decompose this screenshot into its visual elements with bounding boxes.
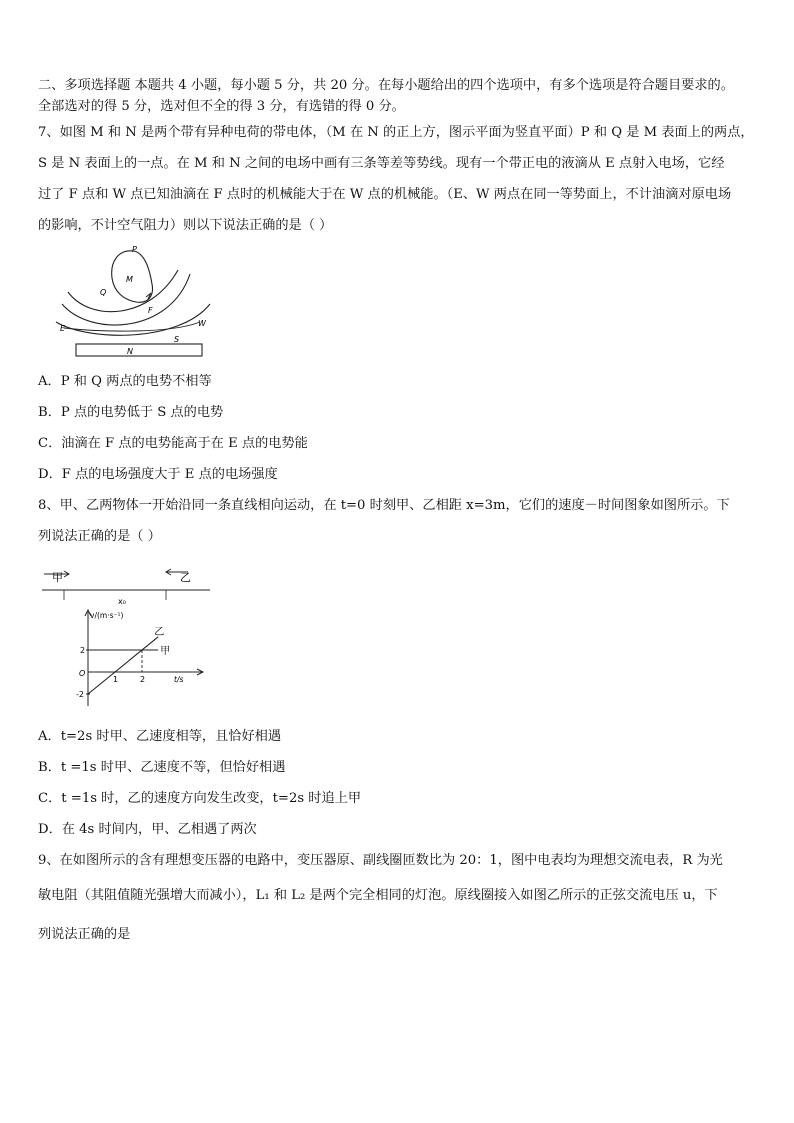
x-axis-label: t/s: [174, 675, 184, 684]
label-s: S: [174, 335, 180, 344]
equipotential-line-1: [68, 270, 178, 312]
section-header-line-2: 全部选对的得 5 分，选对但不全的得 3 分，有选错的得 0 分。: [38, 99, 405, 114]
series-label-jia: 甲: [160, 646, 171, 657]
q7-field-diagram: [50, 242, 220, 360]
origin-label: O: [79, 669, 86, 678]
q7-text-line-1: 7、如图 M 和 N 是两个带有异种电荷的带电体，（M 在 N 的正上方，图示平面为竖直平面）P 和 Q 是 M 表面上的两点，: [38, 125, 754, 140]
q7-option-b: B．P 点的电势低于 S 点的电势: [38, 405, 224, 420]
q7-text-line-3: 过了 F 点和 W 点已知油滴在 F 点时的机械能大于在 W 点的机械能。（E、W 两点在同一等势面上，不计油滴对原电场: [38, 187, 732, 202]
arrow-icon: [146, 293, 151, 299]
series-group: [86, 637, 158, 694]
series-label-yi: 乙: [154, 626, 165, 638]
section-header-line-1: 二、多项选择题 本题共 4 小题，每小题 5 分，共 20 分。在每小题给出的四个选项中，有多个选项是符合题目要求的。: [38, 78, 734, 93]
label-yi: 乙: [180, 571, 191, 584]
label-n: N: [127, 347, 133, 356]
q7-option-a: A．P 和 Q 两点的电势不相等: [38, 374, 212, 389]
q8-vt-chart: [70, 606, 210, 710]
q8-option-d: D．在 4s 时间内，甲、乙相遇了两次: [38, 822, 257, 837]
q9-text-line-2: 敏电阻（其阻值随光强增大而减小），L₁ 和 L₂ 是两个完全相同的灯泡。原线圈接入如图乙所示的正弦交流电压 u，下: [38, 888, 718, 903]
label-e: E: [60, 324, 66, 333]
q7-text-line-2: S 是 N 表面上的一点。在 M 和 N 之间的电场中画有三条等差等势线。现有一个带正电的液滴从 E 点射入电场，它经: [38, 156, 725, 171]
q8-option-b: B．t =1s 时甲、乙速度不等，但恰好相遇: [38, 760, 286, 775]
q9-text-line-1: 9、在如图所示的含有理想变压器的电路中，变压器原、副线圈匝数比为 20：1，图中电表均为理想交流电表，R 为光: [38, 853, 723, 868]
q7-text-line-4: 的影响，不计空气阻力）则以下说法正确的是（ ）: [38, 218, 333, 233]
q8-text-line-2: 列说法正确的是（ ）: [38, 529, 161, 544]
label-f: F: [148, 306, 153, 315]
label-x0: x₀: [118, 597, 126, 606]
label-m: M: [126, 275, 133, 284]
q8-text-line-1: 8、甲、乙两物体一开始沿同一条直线相向运动，在 t=0 时刻甲、乙相距 x=3m，它们的速度－时间图象如图所示。下: [38, 498, 730, 513]
q9-text-line-3: 列说法正确的是: [38, 927, 131, 942]
y-tick-neg2: -2: [76, 690, 84, 699]
y-tick-2: 2: [80, 646, 86, 655]
label-jia: 甲: [52, 571, 63, 584]
x-tick-1: 1: [113, 675, 119, 684]
charged-body-n: [76, 344, 202, 356]
series-line-1: [88, 637, 158, 694]
q8-option-a: A．t=2s 时甲、乙速度相等，且恰好相遇: [38, 729, 282, 744]
q8-option-c: C．t =1s 时，乙的速度方向发生改变，t=2s 时追上甲: [38, 791, 362, 806]
x-tick-2: 2: [140, 675, 146, 684]
q7-option-c: C．油滴在 F 点的电势能高于在 E 点的电势能: [38, 436, 308, 451]
q8-motion-diagram: [38, 562, 218, 608]
label-w: W: [198, 319, 206, 328]
label-q: Q: [100, 288, 107, 297]
q7-option-d: D．F 点的电场强度大于 E 点的电场强度: [38, 467, 278, 482]
y-axis-label: v/(m·s⁻¹): [90, 611, 124, 620]
label-p: P: [132, 245, 137, 254]
